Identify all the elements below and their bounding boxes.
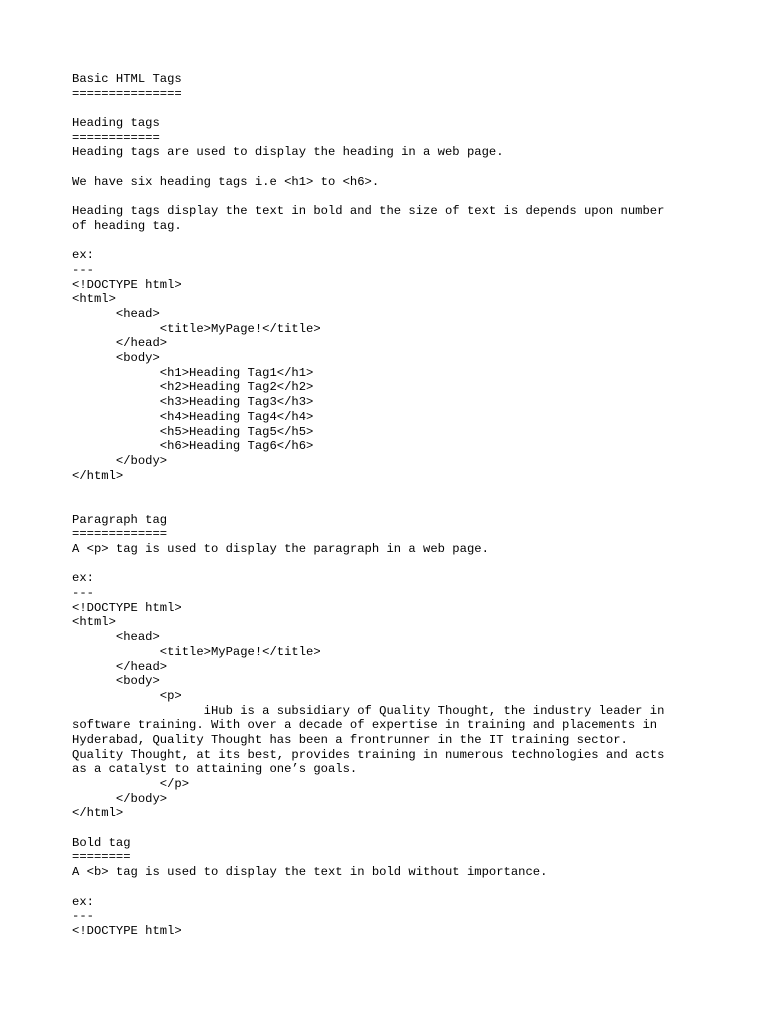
document-page: [72, 72, 712, 939]
document-line: ex:: [72, 894, 94, 909]
document-line: ---: [72, 262, 94, 277]
document-line: Heading tags are used to display the heading in a web page.: [72, 145, 504, 160]
document-line: </head>: [72, 659, 168, 674]
document-line: <h1>Heading Tag1</h1>: [72, 365, 314, 380]
document-line: Hyderabad, Quality Thought has been a frontrunner in the IT training sector.: [72, 732, 628, 747]
document-line: Bold tag: [72, 835, 131, 850]
document-line: </body>: [72, 791, 168, 806]
document-line: <head>: [72, 307, 160, 321]
document-line: <html>: [72, 292, 116, 307]
document-line: Heading tags: [72, 116, 160, 131]
document-line: ex:: [72, 248, 94, 263]
document-line: <h3>Heading Tag3</h3>: [72, 395, 314, 410]
document-line: [72, 498, 712, 513]
document-line: ========: [72, 850, 131, 865]
document-line: software training. With over a decade of expertise in training and placements in: [72, 718, 658, 733]
document-line: iHub is a subsidiary of Quality Thought, the industry leader in: [72, 703, 665, 718]
document-line: ===============: [72, 86, 182, 101]
document-line: <!DOCTYPE html>: [72, 277, 182, 292]
document-line: [72, 821, 712, 836]
document-line: Basic HTML Tags: [72, 72, 182, 86]
document-line: </p>: [72, 777, 190, 791]
document-line: Heading tags display the text in bold and the size of text is depends upon number: [72, 204, 665, 219]
document-line: ---: [72, 586, 94, 601]
document-line: </body>: [72, 453, 168, 468]
document-line: A <b> tag is used to display the text in bold without importance.: [72, 865, 548, 880]
document-line: [72, 101, 712, 116]
document-line: <p>: [72, 688, 182, 703]
document-line: <body>: [72, 351, 160, 366]
document-line: <h5>Heading Tag5</h5>: [72, 424, 314, 439]
document-line: ============: [72, 130, 160, 145]
document-line: Quality Thought, at its best, provides training in numerous technologies and acts: [72, 747, 665, 762]
document-line: [72, 483, 712, 498]
document-line: ex:: [72, 571, 94, 586]
document-line: <html>: [72, 615, 116, 630]
document-line: <title>MyPage!</title>: [72, 321, 321, 336]
document-line: A <p> tag is used to display the paragraph in a web page.: [72, 542, 489, 556]
document-line: of heading tag.: [72, 218, 182, 233]
document-line: <!DOCTYPE html>: [72, 923, 182, 938]
document-line: </html>: [72, 806, 124, 821]
document-line: Paragraph tag: [72, 512, 168, 527]
document-line: <title>MyPage!</title>: [72, 644, 321, 659]
document-line: ---: [72, 909, 94, 924]
document-line: We have six heading tags i.e <h1> to <h6>.: [72, 174, 380, 189]
document-line: <h6>Heading Tag6</h6>: [72, 439, 314, 454]
document-line: <body>: [72, 674, 160, 689]
document-line: <h2>Heading Tag2</h2>: [72, 380, 314, 395]
document-line: [72, 190, 712, 205]
document-line: [72, 234, 712, 249]
document-line: [72, 880, 712, 895]
document-line: <!DOCTYPE html>: [72, 600, 182, 615]
document-line: <head>: [72, 630, 160, 645]
document-line: as a catalyst to attaining one’s goals.: [72, 762, 358, 777]
document-line: [72, 160, 712, 175]
document-line: </head>: [72, 336, 168, 351]
document-line: </html>: [72, 468, 124, 483]
document-body: [72, 72, 712, 939]
document-line: =============: [72, 527, 168, 542]
document-line: <h4>Heading Tag4</h4>: [72, 409, 314, 424]
document-line: [72, 557, 712, 572]
